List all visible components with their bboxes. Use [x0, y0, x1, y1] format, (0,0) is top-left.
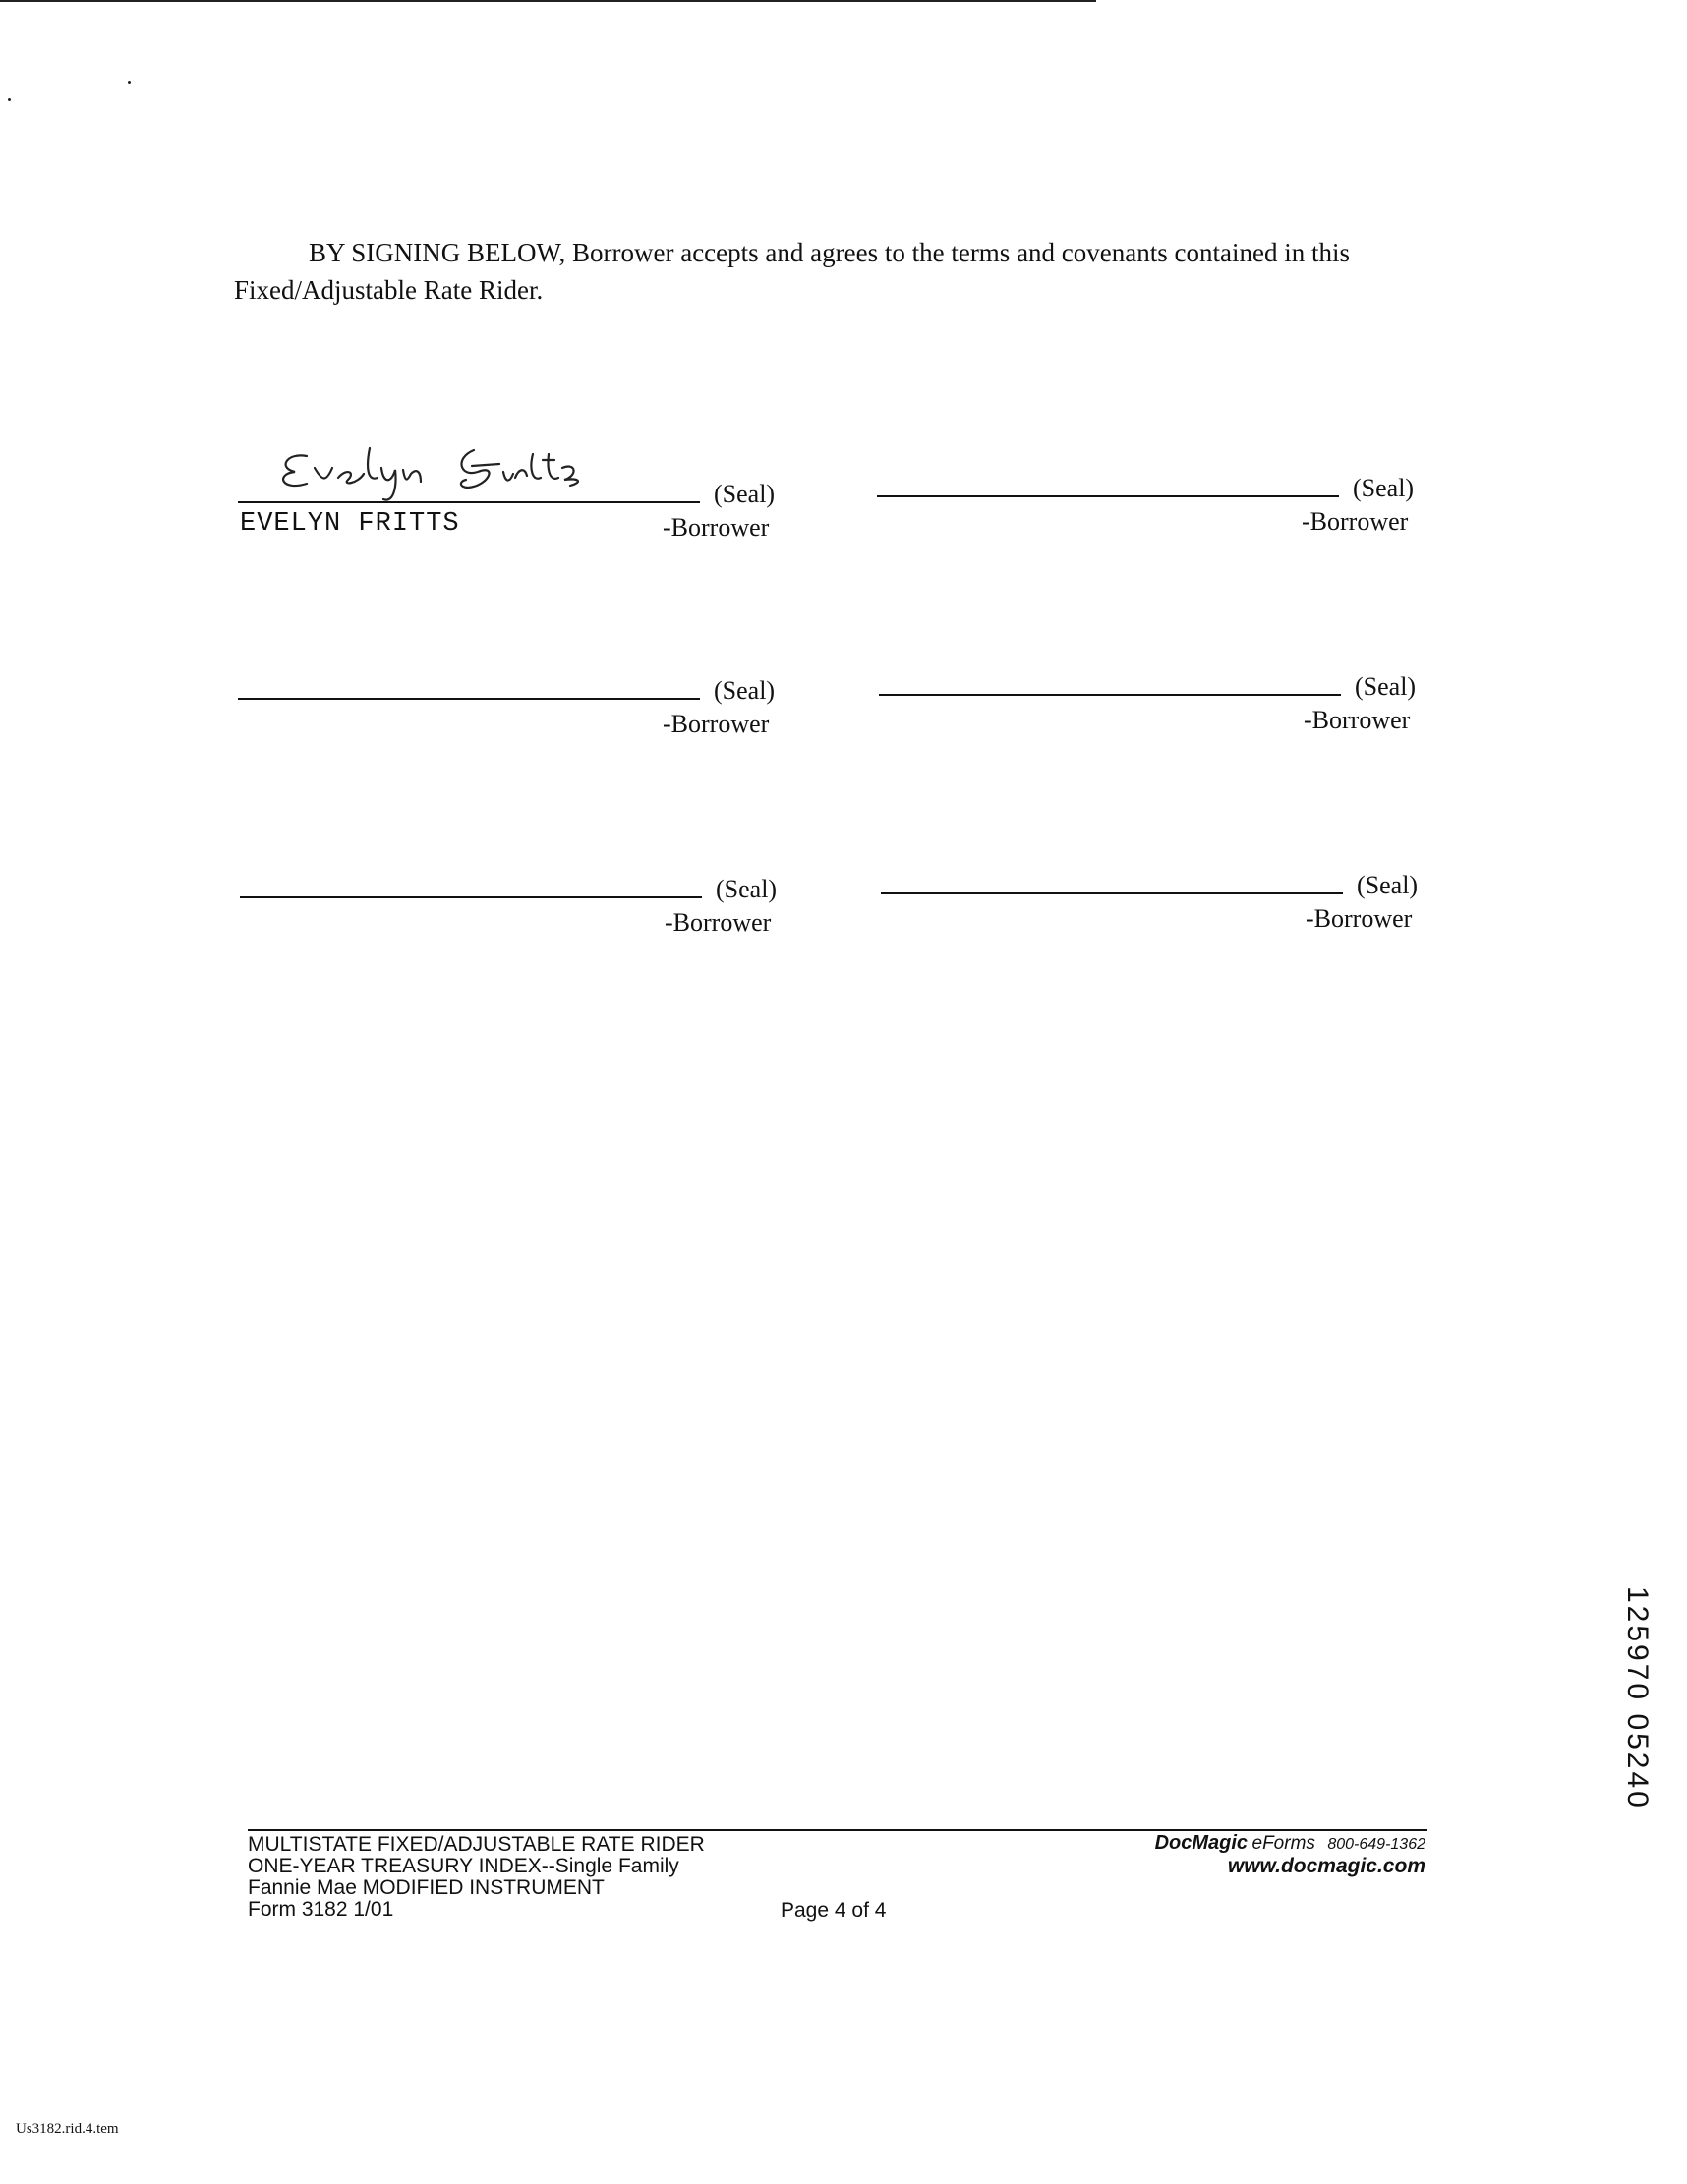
signature-line [238, 698, 700, 700]
borrower-role-label: -Borrower [663, 710, 770, 738]
signature-line [879, 694, 1341, 696]
signature-block-5 [240, 865, 790, 937]
signature-block-3 [238, 666, 788, 738]
signature-block-1 [238, 470, 788, 542]
form-number-line: Form 3182 1/01 [248, 1898, 394, 1921]
seal-label: (Seal) [714, 676, 776, 705]
scan-speck [8, 98, 11, 101]
template-id: Us3182.rid.4.tem [16, 2121, 119, 2137]
signature-line [877, 495, 1339, 497]
signature-block-6 [881, 861, 1431, 933]
form-title-line: MULTISTATE FIXED/ADJUSTABLE RATE RIDER [248, 1833, 705, 1856]
docmagic-phone: 800-649-1362 [1327, 1836, 1425, 1853]
borrower-role-label: -Borrower [663, 513, 770, 542]
form-instrument-line: Fannie Mae MODIFIED INSTRUMENT [248, 1876, 605, 1899]
document-control-number: 125970 05240 [1621, 1586, 1654, 1810]
form-identification [248, 1834, 705, 1921]
seal-label: (Seal) [714, 480, 776, 508]
signature-block-4 [879, 662, 1429, 734]
scan-top-edge [0, 0, 1096, 2]
borrower-role-label: -Borrower [665, 908, 772, 937]
handwritten-signature [267, 438, 592, 507]
eforms-logo: eForms [1251, 1833, 1315, 1854]
docmagic-url: www.docmagic.com [1227, 1855, 1425, 1877]
borrower-printed-name: EVELYN FRITTS [240, 509, 460, 539]
scan-speck [128, 81, 131, 84]
page-number: Page 4 of 4 [781, 1899, 887, 1922]
signature-line [881, 892, 1343, 894]
borrower-role-label: -Borrower [1304, 706, 1411, 734]
docmagic-logo: DocMagic [1154, 1832, 1249, 1854]
signature-line [240, 896, 702, 898]
agreement-text: Borrower accepts and agrees to the terms and covenants contained in this Fixed/Adjustable Rate Rider. [234, 238, 1350, 305]
seal-label: (Seal) [1355, 672, 1417, 701]
footer-rule [248, 1829, 1427, 1831]
seal-label: (Seal) [716, 875, 778, 903]
seal-label: (Seal) [1353, 474, 1415, 502]
signature-block-2 [877, 464, 1427, 536]
borrower-role-label: -Borrower [1306, 904, 1413, 933]
borrower-role-label: -Borrower [1302, 507, 1409, 536]
signature-line [238, 501, 700, 503]
docmagic-branding [1155, 1832, 1425, 1878]
form-index-line: ONE-YEAR TREASURY INDEX--Single Family [248, 1855, 679, 1877]
agreement-paragraph [234, 234, 1424, 309]
seal-label: (Seal) [1357, 871, 1419, 899]
agreement-lead: BY SIGNING BELOW, [309, 238, 566, 267]
